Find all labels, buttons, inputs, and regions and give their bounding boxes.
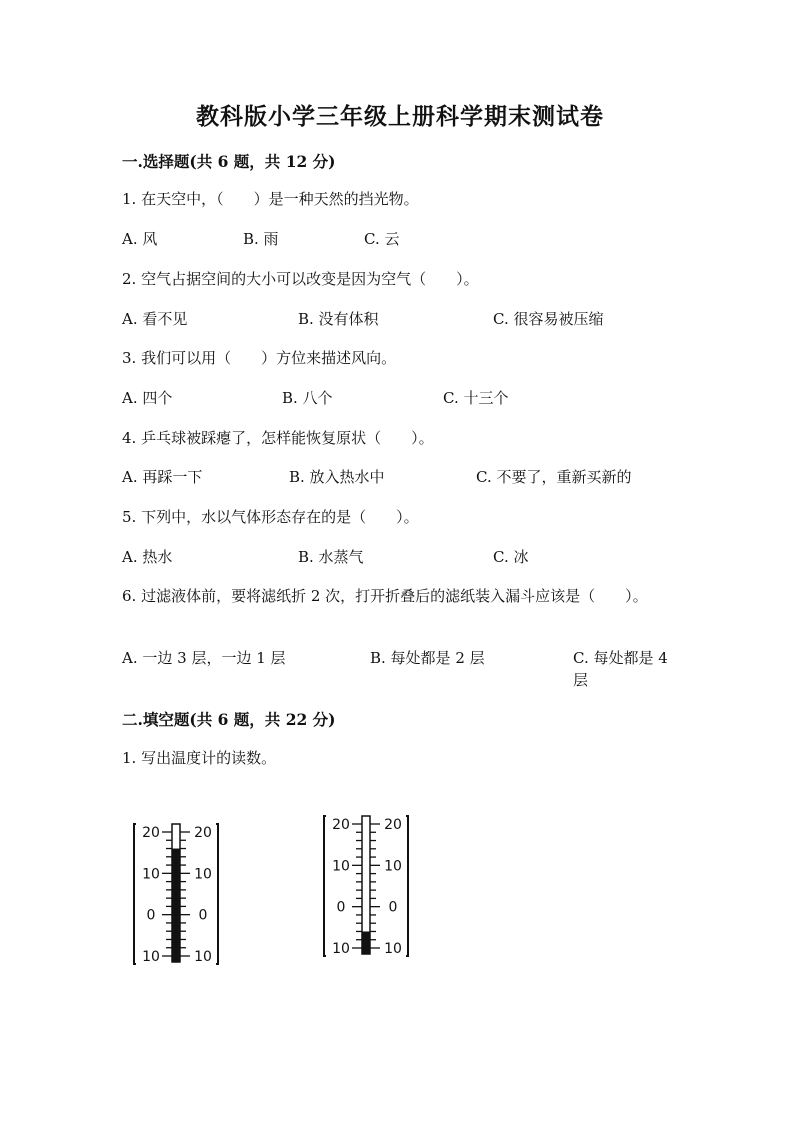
q3-option-c: C. 十三个 xyxy=(443,389,509,407)
q1-option-a: A. 风 xyxy=(122,230,158,248)
thermometer-liquid xyxy=(362,931,370,954)
q2-option-c: C. 很容易被压缩 xyxy=(493,310,604,328)
q4-option-a: A. 再踩一下 xyxy=(122,468,203,486)
thermometer-frame-right xyxy=(216,824,218,964)
q3-option-b: B. 八个 xyxy=(282,389,333,407)
q5-option-c: C. 冰 xyxy=(493,548,529,566)
q6-option-a: A. 一边 3 层，一边 1 层 xyxy=(122,649,286,667)
thermometer-label-right: 0 xyxy=(388,899,398,916)
section-heading-choice: 一.选择题(共 6 题，共 12 分) xyxy=(122,152,336,171)
question-6: 6. 过滤液体前，要将滤纸折 2 次，打开折叠后的滤纸装入漏斗应该是（ ）。 xyxy=(122,587,648,605)
thermometer-2 xyxy=(322,810,412,966)
thermometer-liquid xyxy=(172,849,180,962)
page-title: 教科版小学三年级上册科学期末测试卷 xyxy=(196,103,604,130)
thermometer-1 xyxy=(132,818,222,974)
q3-option-a: A. 四个 xyxy=(122,389,173,407)
fill-question-1: 1. 写出温度计的读数。 xyxy=(122,749,277,767)
q2-option-b: B. 没有体积 xyxy=(298,310,379,328)
section-heading-fill: 二.填空题(共 6 题，共 22 分) xyxy=(122,710,336,729)
q4-option-c: C. 不要了，重新买新的 xyxy=(476,468,632,486)
thermometer-label-left: 10 xyxy=(142,866,160,883)
q2-option-a: A. 看不见 xyxy=(122,310,188,328)
q5-option-a: A. 热水 xyxy=(122,548,173,566)
thermometer-label-right: 20 xyxy=(194,825,212,841)
thermometer-label-left: 10 xyxy=(332,941,350,957)
thermometer-frame-left xyxy=(324,816,326,956)
thermometer-label-left: 20 xyxy=(142,825,160,841)
thermometer-label-right: 10 xyxy=(194,949,212,965)
thermometer-label-right: 10 xyxy=(194,866,212,883)
thermometer-frame-right xyxy=(406,816,408,956)
thermometer-label-left: 0 xyxy=(146,907,156,924)
question-5: 5. 下列中，水以气体形态存在的是（ ）。 xyxy=(122,508,419,526)
thermometer-label-right: 0 xyxy=(198,907,208,924)
q5-option-b: B. 水蒸气 xyxy=(298,548,364,566)
q6-option-b: B. 每处都是 2 层 xyxy=(370,649,485,667)
thermometer-label-right: 10 xyxy=(384,858,402,875)
question-3: 3. 我们可以用（ ）方位来描述风向。 xyxy=(122,349,397,367)
q1-option-b: B. 雨 xyxy=(243,230,279,248)
thermometer-label-left: 10 xyxy=(142,949,160,965)
question-2: 2. 空气占据空间的大小可以改变是因为空气（ ）。 xyxy=(122,270,479,288)
thermometer-label-left: 10 xyxy=(332,858,350,875)
q4-option-b: B. 放入热水中 xyxy=(289,468,385,486)
thermometer-frame-left xyxy=(134,824,136,964)
question-1: 1. 在天空中，（ ）是一种天然的挡光物。 xyxy=(122,190,419,208)
thermometer-label-left: 0 xyxy=(336,899,346,916)
thermometer-label-right: 10 xyxy=(384,941,402,957)
q1-option-c: C. 云 xyxy=(364,230,400,248)
thermometer-label-right: 20 xyxy=(384,817,402,833)
thermometer-label-left: 20 xyxy=(332,817,350,833)
question-4: 4. 乒乓球被踩瘪了，怎样能恢复原状（ ）。 xyxy=(122,429,434,447)
q6-option-c: C. 每处都是 4 层 xyxy=(573,649,668,689)
